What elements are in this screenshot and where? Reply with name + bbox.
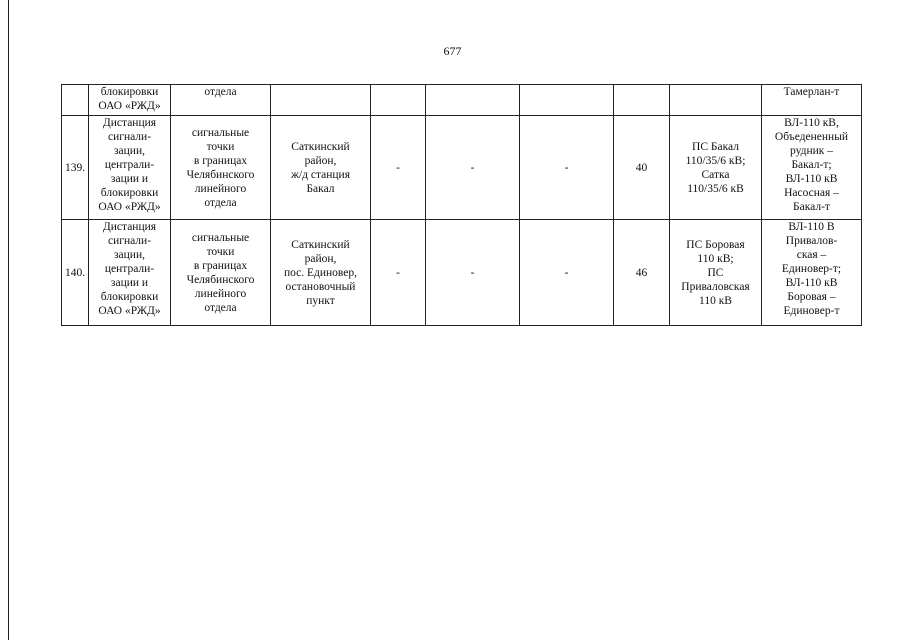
cell-col5 [371, 85, 426, 116]
cell-num [62, 85, 89, 116]
page-number: 677 [443, 44, 462, 58]
cell-location [271, 85, 371, 116]
data-table [61, 84, 862, 326]
cell-location: Саткинский район, ж/д станция Бакал [271, 116, 371, 220]
cell-grid-line: Тамерлан-т [762, 85, 862, 116]
cell-col7: - [520, 220, 614, 326]
cell-organization: блокировки ОАО «РЖД» [89, 85, 171, 116]
table-row-continuation [62, 85, 862, 116]
cell-col8: 46 [614, 220, 670, 326]
table-row [62, 220, 862, 326]
cell-col8: 40 [614, 116, 670, 220]
cell-organization: Дистанция сигнали- зации, централи- зации и блокировки ОАО «РЖД» [89, 116, 171, 220]
cell-grid-line: ВЛ-110 В Привалов- ская – Единовер-т; ВЛ-110 кВ Боровая – Единовер-т [762, 220, 862, 326]
left-margin-rule [8, 0, 9, 640]
cell-col6: - [426, 220, 520, 326]
cell-num: 139. [62, 116, 89, 220]
cell-col8 [614, 85, 670, 116]
cell-col6 [426, 85, 520, 116]
cell-col7 [520, 85, 614, 116]
cell-substation: ПС Боровая 110 кВ; ПС Приваловская 110 кВ [670, 220, 762, 326]
cell-object: сигнальные точки в границах Челябинского линейного отдела [171, 116, 271, 220]
cell-col7: - [520, 116, 614, 220]
cell-location: Саткинский район, пос. Единовер, остановочный пункт [271, 220, 371, 326]
cell-object: сигнальные точки в границах Челябинского линейного отдела [171, 220, 271, 326]
cell-grid-line: ВЛ-110 кВ, Объедененный рудник – Бакал-т; ВЛ-110 кВ Насосная – Бакал-т [762, 116, 862, 220]
cell-col5: - [371, 116, 426, 220]
cell-col6: - [426, 116, 520, 220]
table-row [62, 116, 862, 220]
cell-organization: Дистанция сигнали- зации, централи- зации и блокировки ОАО «РЖД» [89, 220, 171, 326]
cell-num: 140. [62, 220, 89, 326]
cell-object: отдела [171, 85, 271, 116]
cell-substation: ПС Бакал 110/35/6 кВ; Сатка 110/35/6 кВ [670, 116, 762, 220]
cell-substation [670, 85, 762, 116]
cell-col5: - [371, 220, 426, 326]
